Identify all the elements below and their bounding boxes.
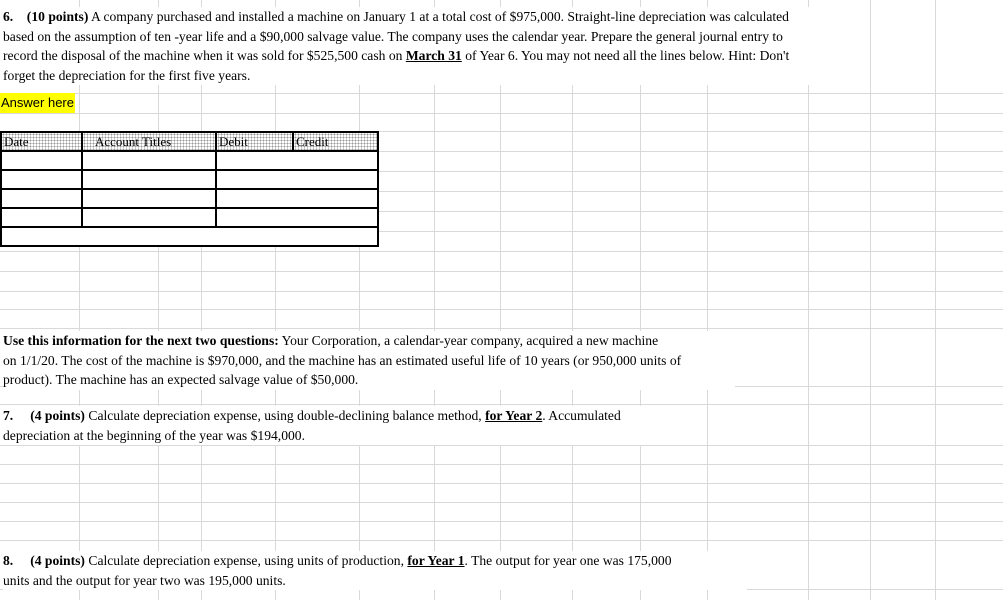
column-line [640, 0, 641, 600]
column-line [870, 0, 871, 600]
row-line [0, 502, 1003, 503]
row-line [0, 464, 1003, 465]
column-line [808, 0, 809, 600]
question-text: units and the output for year two was 195,000 units. [3, 572, 286, 588]
journal-row [1, 227, 378, 246]
journal-header-account-titles: Account Titles [82, 132, 216, 151]
column-line [434, 0, 435, 600]
info-text: Your Corporation, a calendar-year company, acquired a new machine [278, 333, 659, 348]
journal-cell-date[interactable] [1, 170, 82, 189]
journal-cell-account[interactable] [82, 170, 216, 189]
journal-header-credit: Credit [293, 132, 378, 151]
row-line [0, 404, 1003, 405]
journal-cell-date[interactable] [1, 189, 82, 208]
journal-cell-debit-credit[interactable] [216, 151, 378, 170]
question-text: depreciation at the beginning of the year was $194,000. [3, 427, 305, 443]
question-number: 6. [3, 9, 14, 24]
row-line [0, 309, 1003, 310]
row-line [0, 483, 1003, 484]
question-points: (4 points) [30, 553, 85, 568]
question-text: Calculate depreciation expense, using units of production, [88, 553, 408, 568]
journal-cell-account[interactable] [82, 151, 216, 170]
question-text: . The output for year one was 175,000 [464, 553, 672, 568]
info-block [3, 331, 735, 390]
row-line [0, 251, 1003, 252]
column-line [572, 0, 573, 600]
row-line [0, 271, 1003, 272]
journal-cell-empty-row[interactable] [1, 227, 378, 246]
question-text: forget the depreciation for the first five years. [3, 67, 251, 83]
question-number: 8. [3, 553, 14, 568]
disposal-date: March 31 [405, 48, 462, 63]
column-line [201, 0, 202, 600]
info-text: product). The machine has an expected salvage value of $50,000. [3, 372, 359, 387]
row-line [0, 540, 1003, 541]
journal-cell-debit-credit[interactable] [216, 170, 378, 189]
journal-cell-date[interactable] [1, 151, 82, 170]
question-year: for Year 1 [407, 553, 465, 568]
question-points: (10 points) [26, 9, 89, 24]
info-lead: Use this information for the next two questions: [3, 333, 279, 348]
question-text: record the disposal of the machine when it was sold for $525,500 cash on [3, 48, 406, 63]
journal-header-debit: Debit [216, 132, 293, 151]
column-line [707, 0, 708, 600]
row-line [0, 291, 1003, 292]
question-text: Calculate depreciation expense, using double-declining balance method, [88, 408, 486, 423]
row-line [0, 113, 1003, 114]
question-6 [3, 7, 869, 85]
column-line [275, 0, 276, 600]
journal-cell-account[interactable] [82, 189, 216, 208]
question-number: 7. [3, 408, 14, 423]
info-text: on 1/1/20. The cost of the machine is $970,000, and the machine has an estimated useful life of 10 years (or 950,000 units of [3, 352, 682, 368]
row-line [0, 93, 1003, 94]
journal-entry-table [0, 131, 379, 247]
answer-here-cell[interactable]: Answer here [0, 93, 75, 113]
column-line [500, 0, 501, 600]
journal-row [1, 189, 378, 208]
column-line [79, 0, 80, 600]
row-line [0, 445, 1003, 446]
question-points: (4 points) [30, 408, 85, 423]
question-text: A company purchased and installed a machine on January 1 at a total cost of $975,000. Straight-line depreciation was calculated [91, 9, 789, 24]
journal-cell-date[interactable] [1, 208, 82, 227]
journal-cell-debit-credit[interactable] [216, 208, 378, 227]
question-text: based on the assumption of ten -year life and a $90,000 salvage value. The company uses the calendar year. Prepare the general journal entry to [3, 28, 783, 44]
journal-row [1, 208, 378, 227]
journal-cell-debit-credit[interactable] [216, 189, 378, 208]
column-line [359, 0, 360, 600]
question-text: of Year 6. You may not need all the lines below. Hint: Don't [461, 48, 790, 63]
question-year: for Year 2 [485, 408, 543, 423]
row-line [0, 328, 1003, 329]
question-8 [3, 551, 747, 590]
column-line [935, 0, 936, 600]
question-text: . Accumulated [542, 408, 621, 423]
journal-cell-account[interactable] [82, 208, 216, 227]
journal-row [1, 151, 378, 170]
question-7 [3, 406, 707, 445]
journal-header-date: Date [1, 132, 82, 151]
journal-row [1, 170, 378, 189]
column-line [158, 0, 159, 600]
row-line [0, 521, 1003, 522]
